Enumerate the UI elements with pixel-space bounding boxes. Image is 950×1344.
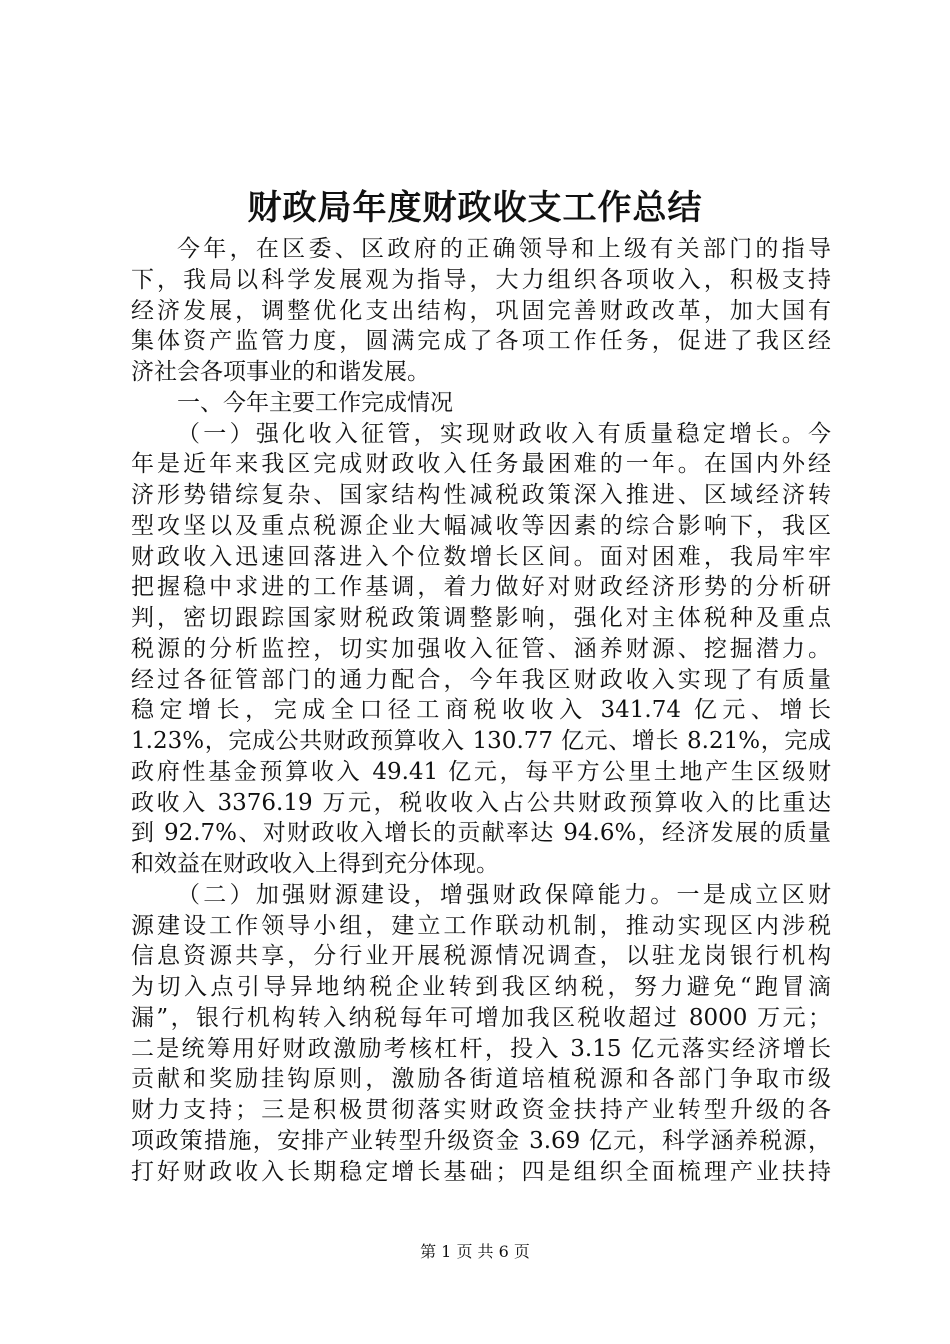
text-line: 打好财政收入长期稳定增长基础；四是组织全面梳理产业扶持: [131, 1158, 831, 1185]
text-line: 年是近年来我区完成财政收入任务最困难的一年。在国内外经: [131, 451, 831, 478]
text-line: 经济发展，调整优化支出结构，巩固完善财政改革，加大国有: [131, 297, 831, 324]
text-line: 稳定增长，完成全口径工商税收收入 341.74 亿元、增长: [131, 697, 831, 724]
text-line: 1.23%，完成公共财政预算收入 130.77 亿元、增长 8.21%，完成: [131, 728, 831, 754]
subsection-heading-line: （二）加强财源建设，增强财政保障能力。一是成立区财: [177, 881, 831, 908]
document-body: [131, 234, 831, 1187]
text-line: 源建设工作领导小组，建立工作联动机制，推动实现区内涉税: [131, 912, 831, 939]
text-line: 型攻坚以及重点税源企业大幅减收等因素的综合影响下，我区: [131, 512, 831, 539]
subsection-heading-line: （一）强化收入征管，实现财政收入有质量稳定增长。今: [177, 420, 831, 447]
text-line: 下，我局以科学发展观为指导，大力组织各项收入，积极支持: [131, 266, 831, 293]
text-line: 为切入点引导异地纳税企业转到我区纳税，努力避免“跑冒滴: [131, 974, 831, 1000]
text-line: 信息资源共享，分行业开展税源情况调查，以驻龙岗银行机构: [131, 943, 831, 970]
text-line: 把握稳中求进的工作基调，着力做好对财政经济形势的分析研: [131, 574, 831, 601]
text-line: 漏”，银行机构转入纳税每年可增加我区税收超过 8000 万元；: [131, 1004, 831, 1031]
text-line: 济形势错综复杂、国家结构性减税政策深入推进、区域经济转: [131, 482, 831, 508]
text-line: 政府性基金预算收入 49.41 亿元，每平方公里土地产生区级财: [131, 758, 831, 785]
text-line: 贡献和奖励挂钩原则，激励各街道培植税源和各部门争取市级: [131, 1066, 831, 1093]
text-line: 济社会各项事业的和谐发展。: [131, 359, 430, 385]
page-number-footer: 第 1 页 共 6 页: [420, 1242, 530, 1261]
section-heading: 一、今年主要工作完成情况: [177, 389, 453, 416]
text-line: 项政策措施，安排产业转型升级资金 3.69 亿元，科学涵养税源，: [131, 1127, 831, 1154]
text-line: 今年，在区委、区政府的正确领导和上级有关部门的指导: [177, 236, 831, 262]
text-line: 判，密切跟踪国家财税政策调整影响，强化对主体税种及重点: [131, 605, 831, 631]
document-title: 财政局年度财政收支工作总结: [247, 188, 703, 228]
text-line: 经过各征管部门的通力配合，今年我区财政收入实现了有质量: [131, 666, 831, 693]
text-line: 到 92.7%、对财政收入增长的贡献率达 94.6%，经济发展的质量: [131, 820, 831, 847]
text-line: 和效益在财政收入上得到充分体现。: [131, 851, 499, 877]
text-line: 税源的分析监控，切实加强收入征管、涵养财源、挖掘潜力。: [131, 635, 831, 662]
text-line: 集体资产监管力度，圆满完成了各项工作任务，促进了我区经: [131, 328, 831, 355]
text-line: 财政收入迅速回落进入个位数增长区间。面对困难，我局牢牢: [131, 543, 831, 570]
text-line: 二是统筹用好财政激励考核杠杆，投入 3.15 亿元落实经济增长: [131, 1035, 831, 1062]
text-line: 财力支持；三是积极贯彻落实财政资金扶持产业转型升级的各: [131, 1097, 831, 1123]
text-line: 政收入 3376.19 万元，税收收入占公共财政预算收入的比重达: [131, 789, 831, 816]
